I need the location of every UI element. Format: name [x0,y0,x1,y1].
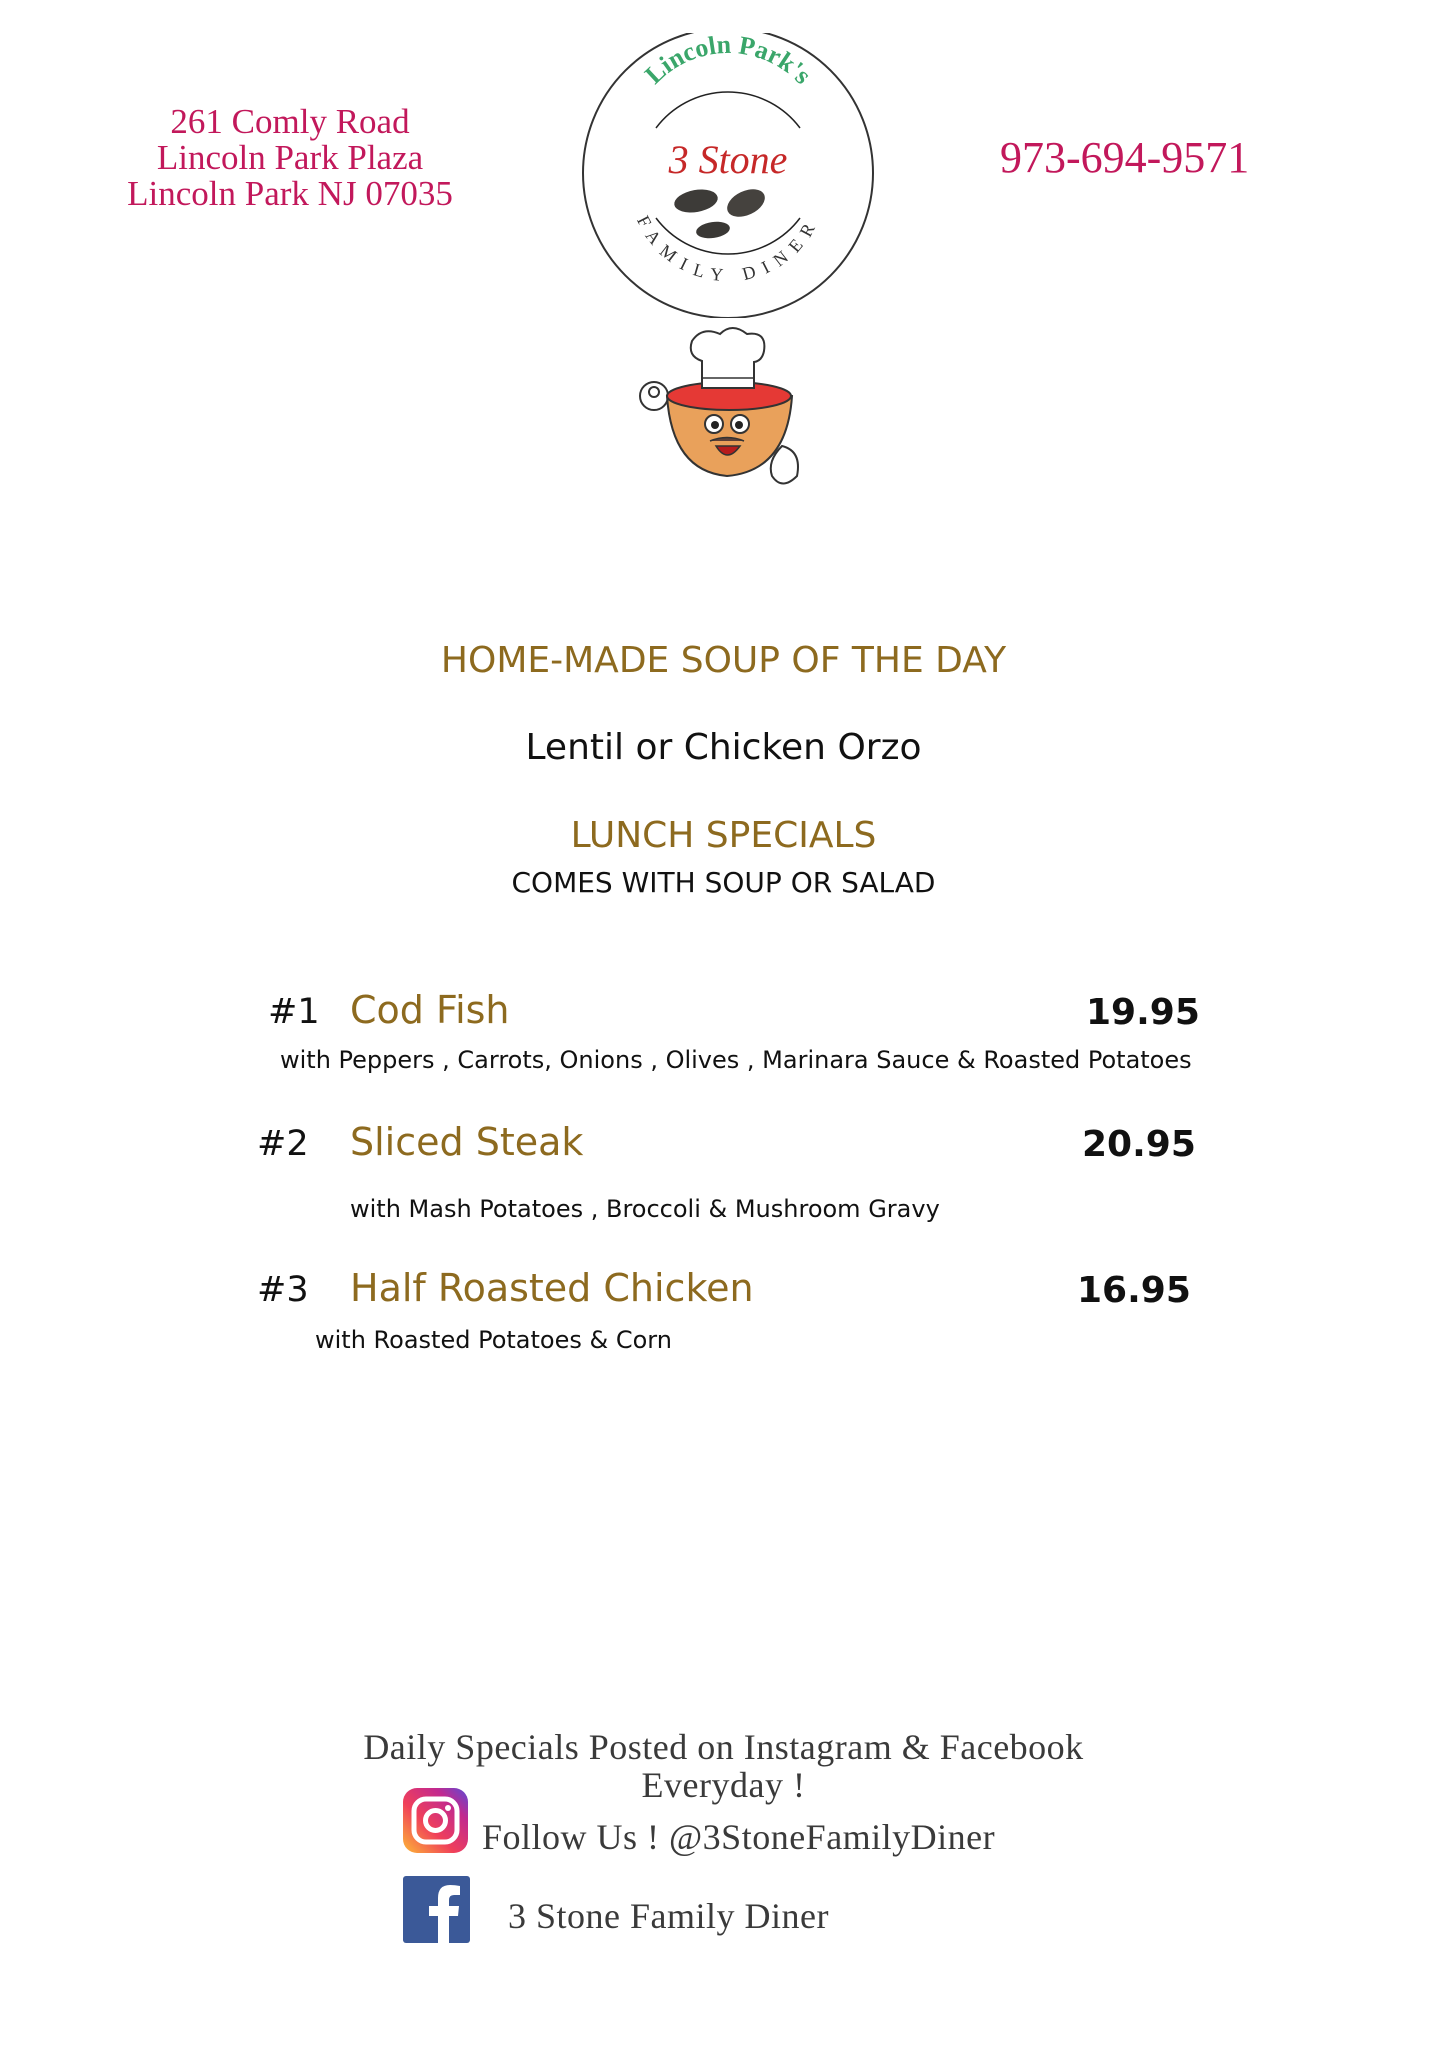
item-3-name: Half Roasted Chicken [350,1266,754,1310]
item-2-description: with Mash Potatoes , Broccoli & Mushroom Gravy [350,1195,940,1223]
logo-arc-top-text: Lincoln Park's [639,33,818,90]
instagram-icon[interactable] [402,1787,469,1854]
item-2-number: #2 [257,1124,309,1164]
facebook-icon[interactable] [403,1876,470,1943]
item-3-price: 16.95 [1077,1270,1191,1311]
lunch-specials-subheading: COMES WITH SOUP OR SALAD [511,866,936,899]
address-line-2: Lincoln Park Plaza [156,138,424,177]
soup-of-the-day: Lentil or Chicken Orzo [525,727,922,768]
logo-arc-bottom-text: FAMILY DINER [633,212,824,286]
footer-everyday: Everyday ! [641,1765,806,1805]
item-3-number: #3 [257,1270,309,1310]
address-block [60,104,520,212]
item-1-number: #1 [268,992,320,1032]
facebook-page-text[interactable]: 3 Stone Family Diner [508,1896,829,1936]
item-2-name: Sliced Steak [350,1120,584,1164]
address-line-3: Lincoln Park NJ 07035 [127,174,453,213]
phone-number: 973-694-9571 [1000,133,1250,182]
address-line-1: 261 Comly Road [170,102,410,141]
footer-daily-specials: Daily Specials Posted on Instagram & Facebook [363,1727,1084,1767]
soup-heading: HOME-MADE SOUP OF THE DAY [440,640,1007,681]
item-1-price: 19.95 [1086,992,1200,1033]
item-1-description: with Peppers , Carrots, Onions , Olives , Marinara Sauce & Roasted Potatoes [280,1046,1192,1074]
chef-soup-mascot-icon [632,326,822,511]
item-1-name: Cod Fish [350,988,510,1032]
item-2-price: 20.95 [1082,1124,1196,1165]
instagram-follow-text[interactable]: Follow Us ! @3StoneFamilyDiner [482,1817,996,1857]
stones-logo-icon [672,184,769,241]
logo-name: 3 Stone [668,137,788,182]
lunch-specials-heading: LUNCH SPECIALS [570,815,877,856]
item-3-description: with Roasted Potatoes & Corn [315,1326,672,1354]
diner-logo [578,33,878,318]
